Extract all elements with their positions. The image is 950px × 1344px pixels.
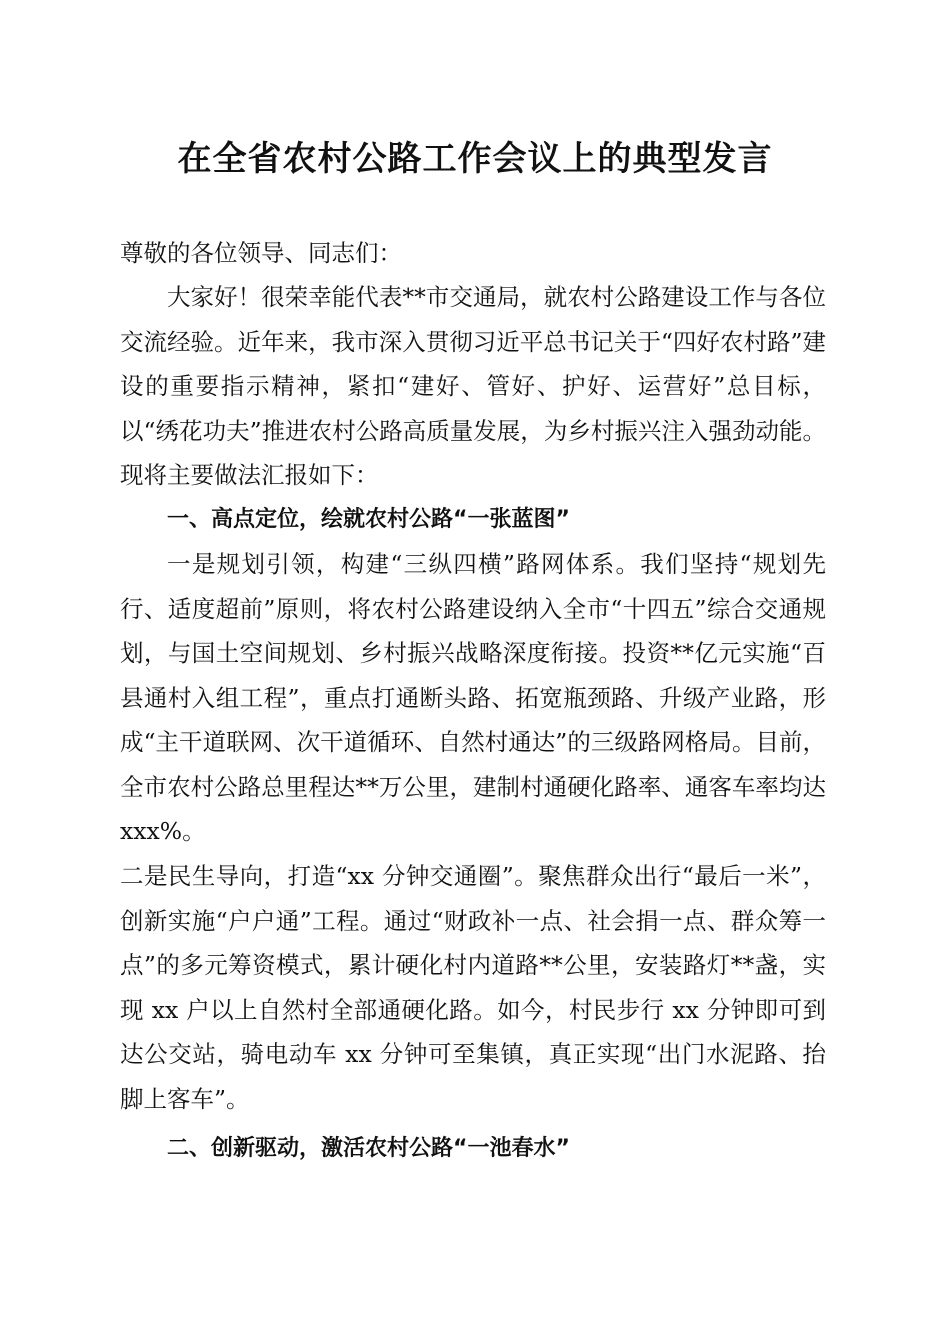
paragraph-planning: 一是规划引领，构建“三纵四横”路网体系。我们坚持“规划先行、适度超前”原则，将农村公路建设纳入全市“十四五”综合交通规划，与国土空间规划、乡村振兴战略深度衔接。投资**亿元实施“百县通村入组工程”，重点打通断头路、拓宽瓶颈路、升级产业路，形成“主干道联网、次干道循环、自然村通达”的三级路网格局。目前，全市农村公路总里程达**万公里，建制村通硬化路率、通客车率均达 xxx%。 — [120, 550, 826, 845]
section-heading-one: 一、高点定位，绘就农村公路“一张蓝图” — [167, 507, 570, 532]
section-heading-two: 二、创新驱动，激活农村公路“一池春水” — [167, 1136, 570, 1161]
document-title: 在全省农村公路工作会议上的典型发言 — [177, 139, 773, 179]
greeting: 尊敬的各位领导、同志们： — [120, 239, 402, 267]
paragraph-intro: 大家好！很荣幸能代表**市交通局，就农村公路建设工作与各位交流经验。近年来，我市深入贯彻习近平总书记关于“四好农村路”建设的重要指示精神，紧扣“建好、管好、护好、运营好”总目标，以“绣花功夫”推进农村公路高质量发展，为乡村振兴注入强劲动能。现将主要做法汇报如下： — [120, 283, 826, 489]
paragraph-livelihood: 二是民生导向，打造“xx 分钟交通圈”。聚焦群众出行“最后一米”，创新实施“户户通”工程。通过“财政补一点、社会捐一点、群众筹一点”的多元筹资模式，累计硬化村内道路**公里，安装路灯**盏，实现 xx 户以上自然村全部通硬化路。如今，村民步行 xx 分钟即可到达公交站，骑电动车 xx 分钟可至集镇，真正实现“出门水泥路、抬脚上客车”。 — [120, 862, 826, 1113]
